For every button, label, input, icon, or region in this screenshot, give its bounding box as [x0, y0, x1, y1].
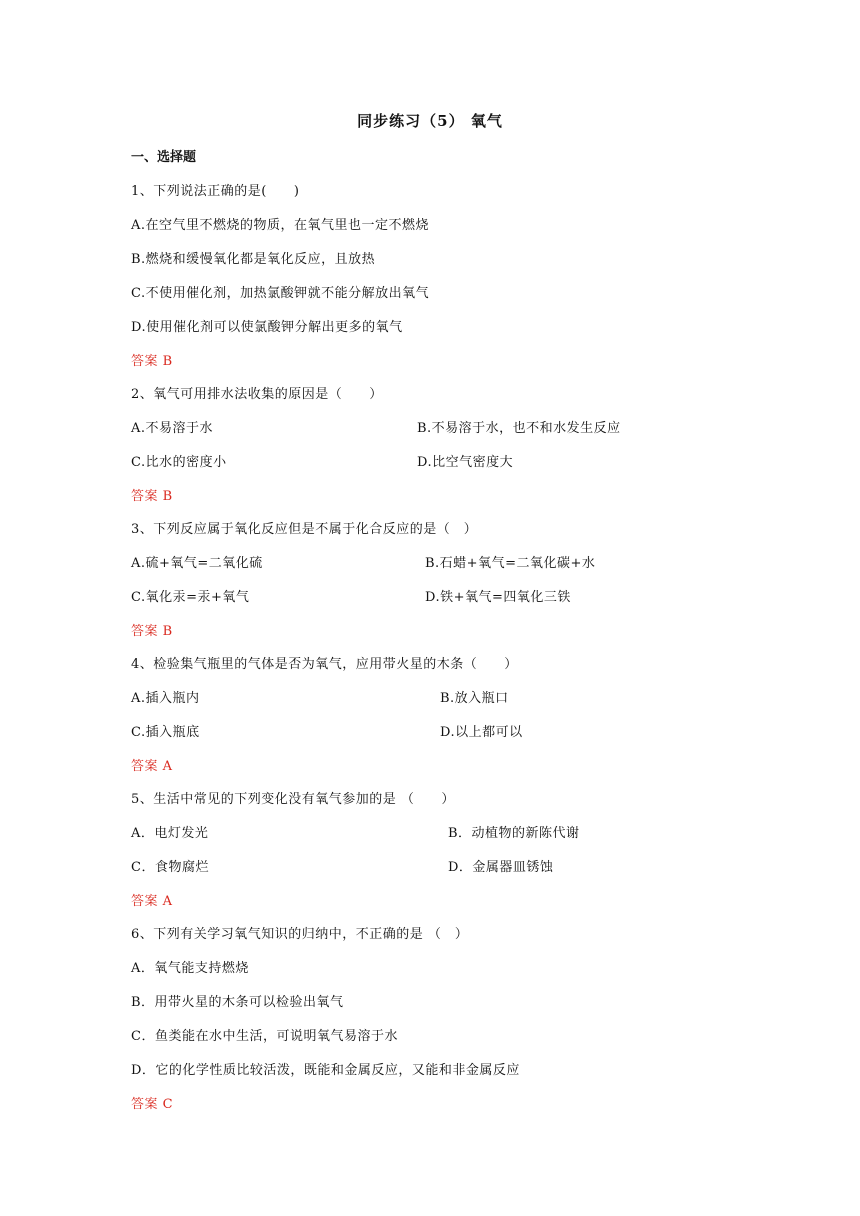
question-5-option-d: D．金属器皿锈蚀: [448, 860, 554, 875]
question-1-answer: 答案 B: [131, 354, 173, 369]
question-6-stem: 6、下列有关学习氧气知识的归纳中，不正确的是 （ ）: [131, 927, 469, 942]
question-6-option-b: B．用带火星的木条可以检验出氧气: [131, 995, 344, 1010]
question-5-stem: 5、生活中常见的下列变化没有氧气参加的是 （ ）: [131, 792, 455, 807]
question-1-option-d: D.使用催化剂可以使氯酸钾分解出更多的氧气: [131, 320, 403, 335]
question-4-option-b: B.放入瓶口: [440, 691, 509, 706]
question-5-answer: 答案 A: [131, 894, 173, 909]
question-3-stem: 3、下列反应属于氧化反应但是不属于化合反应的是（ ）: [131, 522, 478, 537]
question-1-option-a: A.在空气里不燃烧的物质，在氧气里也一定不燃烧: [131, 218, 430, 233]
question-2-option-d: D.比空气密度大: [417, 455, 514, 470]
question-5-option-b: B．动植物的新陈代谢: [448, 826, 580, 841]
question-3-option-c: C.氧化汞=汞+氧气: [131, 590, 250, 605]
question-4-answer: 答案 A: [131, 759, 173, 774]
question-5-option-a: A．电灯发光: [131, 826, 209, 841]
question-4-option-a: A.插入瓶内: [131, 691, 200, 706]
question-2-stem: 2、氧气可用排水法收集的原因是（ ）: [131, 387, 383, 402]
question-3-answer: 答案 B: [131, 624, 173, 639]
question-6-option-d: D．它的化学性质比较活泼，既能和金属反应，又能和非金属反应: [131, 1063, 520, 1078]
question-1-option-b: B.燃烧和缓慢氧化都是氧化反应，且放热: [131, 252, 376, 267]
question-3-option-d: D.铁+氧气=四氧化三铁: [425, 590, 571, 605]
question-6-answer: 答案 C: [131, 1097, 174, 1112]
question-4-stem: 4、检验集气瓶里的气体是否为氧气，应用带火星的木条（ ）: [131, 657, 518, 672]
question-5-option-c: C．食物腐烂: [131, 860, 209, 875]
question-6-option-c: C．鱼类能在水中生活，可说明氧气易溶于水: [131, 1029, 398, 1044]
page-title: 同步练习（5） 氧气: [357, 112, 503, 130]
question-3-option-a: A.硫+氧气=二氧化硫: [131, 556, 263, 571]
question-1-stem: 1、下列说法正确的是( ): [131, 184, 300, 199]
question-6-option-a: A．氧气能支持燃烧: [131, 961, 249, 976]
question-1-option-c: C.不使用催化剂，加热氯酸钾就不能分解放出氧气: [131, 286, 430, 301]
question-2-option-a: A.不易溶于水: [131, 421, 214, 436]
question-2-option-c: C.比水的密度小: [131, 455, 227, 470]
question-2-option-b: B.不易溶于水，也不和水发生反应: [417, 421, 621, 436]
question-4-option-d: D.以上都可以: [440, 725, 523, 740]
section-heading: 一、选择题: [131, 150, 197, 165]
question-4-option-c: C.插入瓶底: [131, 725, 200, 740]
question-2-answer: 答案 B: [131, 489, 173, 504]
question-3-option-b: B.石蜡+氧气=二氧化碳+水: [425, 556, 596, 571]
